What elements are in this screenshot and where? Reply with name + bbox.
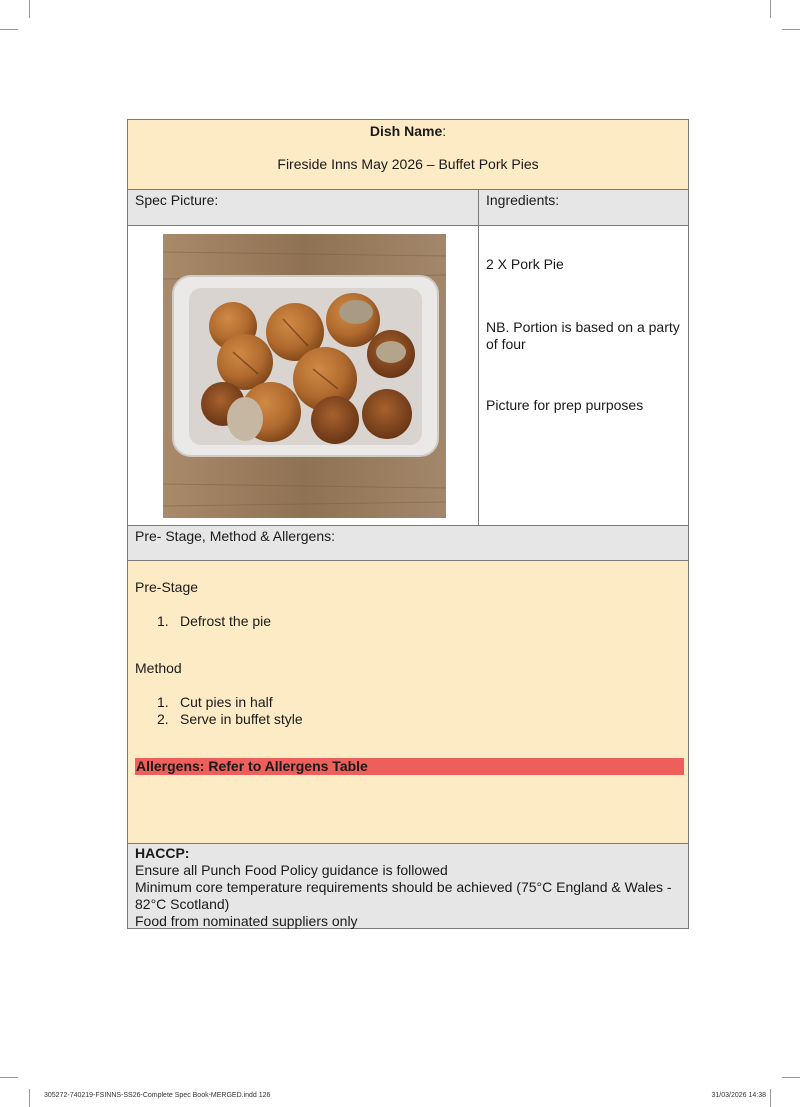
- method-step: 1. Cut pies in half: [157, 694, 273, 710]
- crop-mark: [782, 29, 800, 30]
- crop-mark: [29, 1089, 30, 1107]
- ingredient-note: Picture for prep purposes: [486, 397, 644, 413]
- crop-mark: [770, 1089, 771, 1107]
- haccp-line: Minimum core temperature requirements should be achieved (75°C England & Wales - 82°C Scotland): [135, 879, 672, 912]
- spec-picture-cell: [128, 226, 479, 525]
- method-title: Method: [135, 660, 182, 676]
- crop-mark: [782, 1077, 800, 1078]
- ingredients-header: Ingredients:: [486, 192, 560, 208]
- picture-ingredients-body: [128, 226, 688, 526]
- haccp-line: Ensure all Punch Food Policy guidance is followed: [135, 862, 448, 878]
- method-section: [128, 561, 688, 844]
- haccp-line: Food from nominated suppliers only: [135, 913, 358, 929]
- footer-date: 31/03/2026 14:38: [711, 1092, 766, 1099]
- crop-mark: [770, 0, 771, 18]
- crop-mark: [0, 29, 18, 30]
- picture-ingredients-header: [128, 190, 688, 226]
- spec-sheet: [127, 119, 689, 929]
- method-allergens-header: Pre- Stage, Method & Allergens:: [128, 526, 688, 561]
- ingredient-item: 2 X Pork Pie: [486, 256, 564, 272]
- dish-name-label: Dish Name:: [369, 123, 447, 139]
- prestage-title: Pre-Stage: [135, 579, 199, 595]
- crop-mark: [0, 1077, 18, 1078]
- dish-name-value: Fireside Inns May 2026 – Buffet Pork Pies: [277, 156, 539, 172]
- haccp-title: HACCP:: [135, 845, 190, 861]
- footer-file-info: 305272-740219-FSINNS-SS26-Complete Spec Book-MERGED.indd 126: [44, 1092, 271, 1099]
- haccp-section: [128, 844, 688, 928]
- method-step: 2. Serve in buffet style: [157, 711, 303, 727]
- ingredient-note: NB. Portion is based on a party of four: [486, 319, 680, 352]
- dish-name-section: [128, 120, 688, 190]
- method-steps: [135, 694, 681, 728]
- pork-pies-photo: [163, 234, 446, 518]
- spec-picture-header: Spec Picture:: [128, 190, 479, 225]
- ingredients-cell: [479, 226, 688, 525]
- allergens-notice: Allergens: Refer to Allergens Table: [135, 758, 684, 775]
- crop-mark: [29, 0, 30, 18]
- prestage-step: 1. Defrost the pie: [157, 613, 272, 629]
- prestage-steps: [135, 613, 681, 630]
